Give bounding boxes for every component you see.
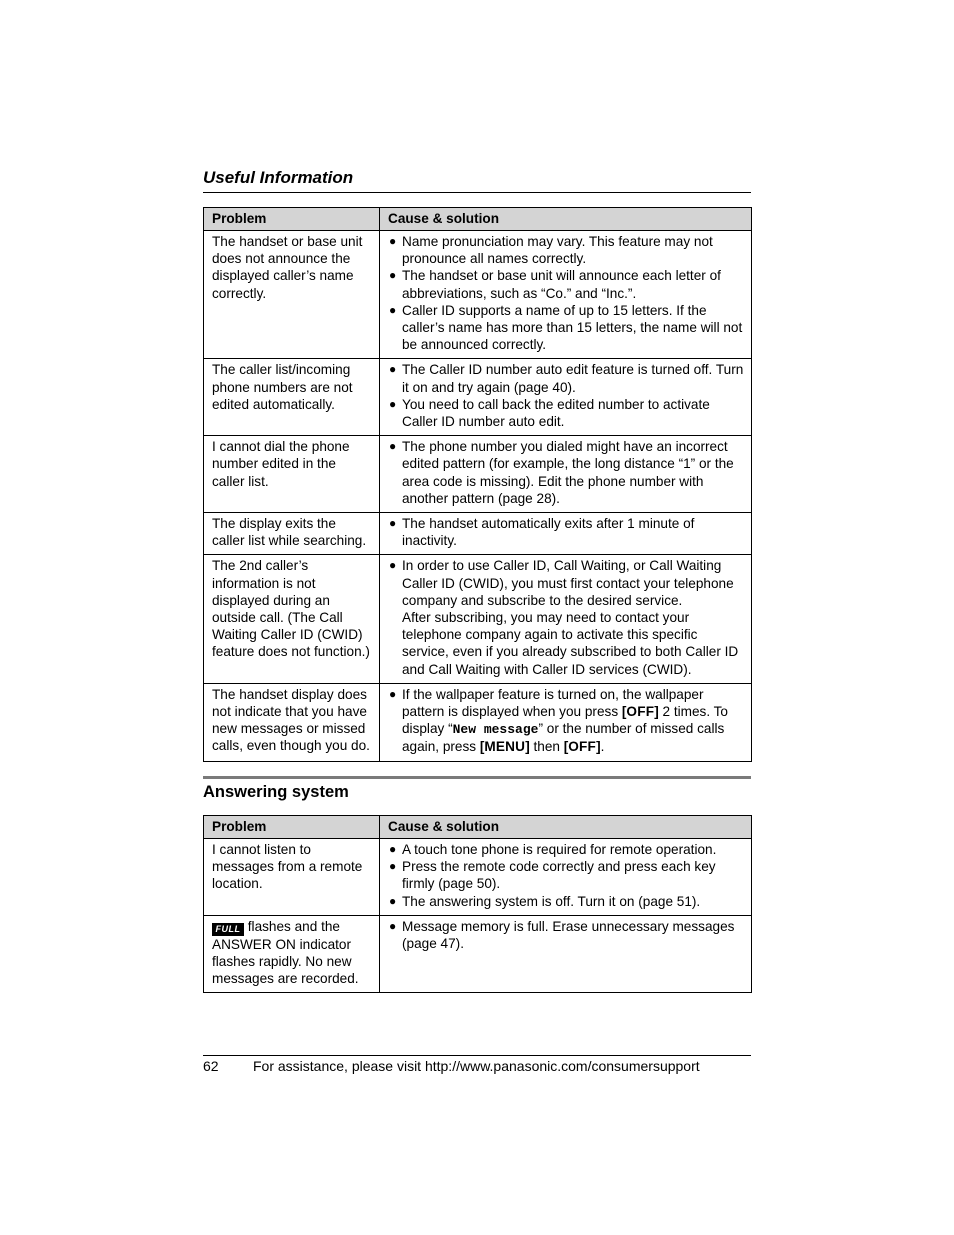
table-row	[204, 839, 752, 916]
solution-cell	[380, 513, 752, 555]
bullet-icon: ●	[389, 893, 397, 908]
page-number: 62	[203, 1058, 219, 1074]
solution-cell	[380, 683, 752, 761]
subsection-title: Answering system	[203, 783, 349, 801]
solution-item: ● The phone number you dialed might have an incorrect edited pattern (for example, the long distance “1” or the area code is missing). Edit the phone number with another pattern (page 28).	[389, 439, 734, 506]
bullet-icon: ●	[389, 362, 397, 377]
column-header-problem: Problem	[204, 208, 380, 231]
solution-item: ● The Caller ID number auto edit feature is turned off. Turn it on and try again (page 40).	[389, 362, 744, 395]
solution-item: ● The answering system is off. Turn it on (page 51).	[389, 893, 701, 909]
problem-cell: The caller list/incoming phone numbers are not edited automatically.	[204, 359, 380, 436]
bullet-icon: ●	[389, 918, 397, 933]
solution-cell	[380, 915, 752, 993]
table-row	[204, 683, 752, 761]
off-key-label: OFF	[626, 704, 655, 720]
menu-key-label: MENU	[484, 739, 526, 755]
display-text: New message	[452, 722, 539, 738]
solution-item: ● Message memory is full. Erase unnecessary messages (page 47).	[389, 918, 735, 952]
bullet-icon: ●	[389, 842, 397, 856]
solution-cell	[380, 359, 752, 436]
bullet-icon: ●	[389, 859, 397, 874]
problem-cell: The display exits the caller list while searching.	[204, 513, 380, 555]
problem-cell: I cannot listen to messages from a remote location.	[204, 839, 380, 916]
problem-cell: FULL flashes and the ANSWER ON indicator flashes rapidly. No new messages are recorded.	[204, 915, 380, 993]
column-header-problem: Problem	[204, 816, 380, 839]
table-row	[204, 513, 752, 555]
column-header-solution: Cause & solution	[380, 816, 752, 839]
solution-cell	[380, 555, 752, 683]
table-row	[204, 231, 752, 359]
problem-cell: The 2nd caller’s information is not displayed during an outside call. (The Call Waiting Caller ID (CWID) feature does not function.)	[204, 555, 380, 683]
table-header-row	[204, 208, 752, 231]
solution-item: ● Name pronunciation may vary. This feature may not pronounce all names correctly.	[389, 234, 713, 267]
troubleshooting-table	[203, 207, 752, 762]
problem-cell: The handset or base unit does not announce the displayed caller’s name correctly.	[204, 231, 380, 359]
solution-item: ● Press the remote code correctly and press each key firmly (page 50).	[389, 859, 716, 892]
footer-text: For assistance, please visit http://www.panasonic.com/consumersupport	[253, 1058, 700, 1074]
problem-cell: I cannot dial the phone number edited in the caller list.	[204, 436, 380, 513]
memory-full-icon: FULL	[212, 923, 244, 936]
solution-cell	[380, 436, 752, 513]
bullet-icon: ●	[389, 268, 397, 283]
solution-item: ● You need to call back the edited number to activate Caller ID number auto edit.	[389, 396, 710, 430]
solution-item: ● In order to use Caller ID, Call Waiting, or Call Waiting Caller ID (CWID), you must first contact your telephone company and subscribe to the desired service.	[389, 558, 734, 608]
bullet-icon: ●	[389, 439, 397, 454]
section-title: Useful Information	[203, 168, 751, 193]
answering-system-table	[203, 815, 752, 993]
bullet-icon: ●	[389, 516, 397, 531]
solution-item: ● If the wallpaper feature is turned on, the wallpaper pattern is displayed when you press [OFF] 2 times. To display “New message” or the number of missed calls again, press [MENU] then [OFF].	[389, 686, 728, 755]
bullet-icon: ●	[389, 234, 397, 248]
table-header-row	[204, 816, 752, 839]
solution-cell	[380, 231, 752, 359]
section-divider	[203, 776, 751, 779]
solution-item: ● Caller ID supports a name of up to 15 letters. If the caller’s name has more than 15 letters, the name will not be announced correctly.	[389, 302, 743, 353]
table-row	[204, 359, 752, 436]
bullet-icon: ●	[389, 558, 397, 573]
column-header-solution: Cause & solution	[380, 208, 752, 231]
bullet-icon: ●	[389, 396, 397, 411]
bullet-icon: ●	[389, 302, 397, 317]
problem-cell: The handset display does not indicate that you have new messages or missed calls, even though you do.	[204, 683, 380, 761]
table-row	[204, 436, 752, 513]
solution-item: ● A touch tone phone is required for remote operation.	[389, 842, 717, 857]
off-key-label: OFF	[568, 739, 597, 755]
solution-note: After subscribing, you may need to contact your telephone company again to activate this specific service, even if you already subscribed to both Caller ID and Call Waiting with Caller ID services (CWID).	[402, 610, 739, 677]
solution-item: ● The handset automatically exits after 1 minute of inactivity.	[389, 516, 695, 549]
table-row	[204, 915, 752, 993]
solution-item: ● The handset or base unit will announce each letter of abbreviations, such as “Co.” and “Inc.”.	[389, 268, 721, 301]
bullet-icon: ●	[389, 686, 397, 701]
table-row	[204, 555, 752, 683]
footer-divider	[203, 1055, 751, 1056]
solution-cell	[380, 839, 752, 916]
